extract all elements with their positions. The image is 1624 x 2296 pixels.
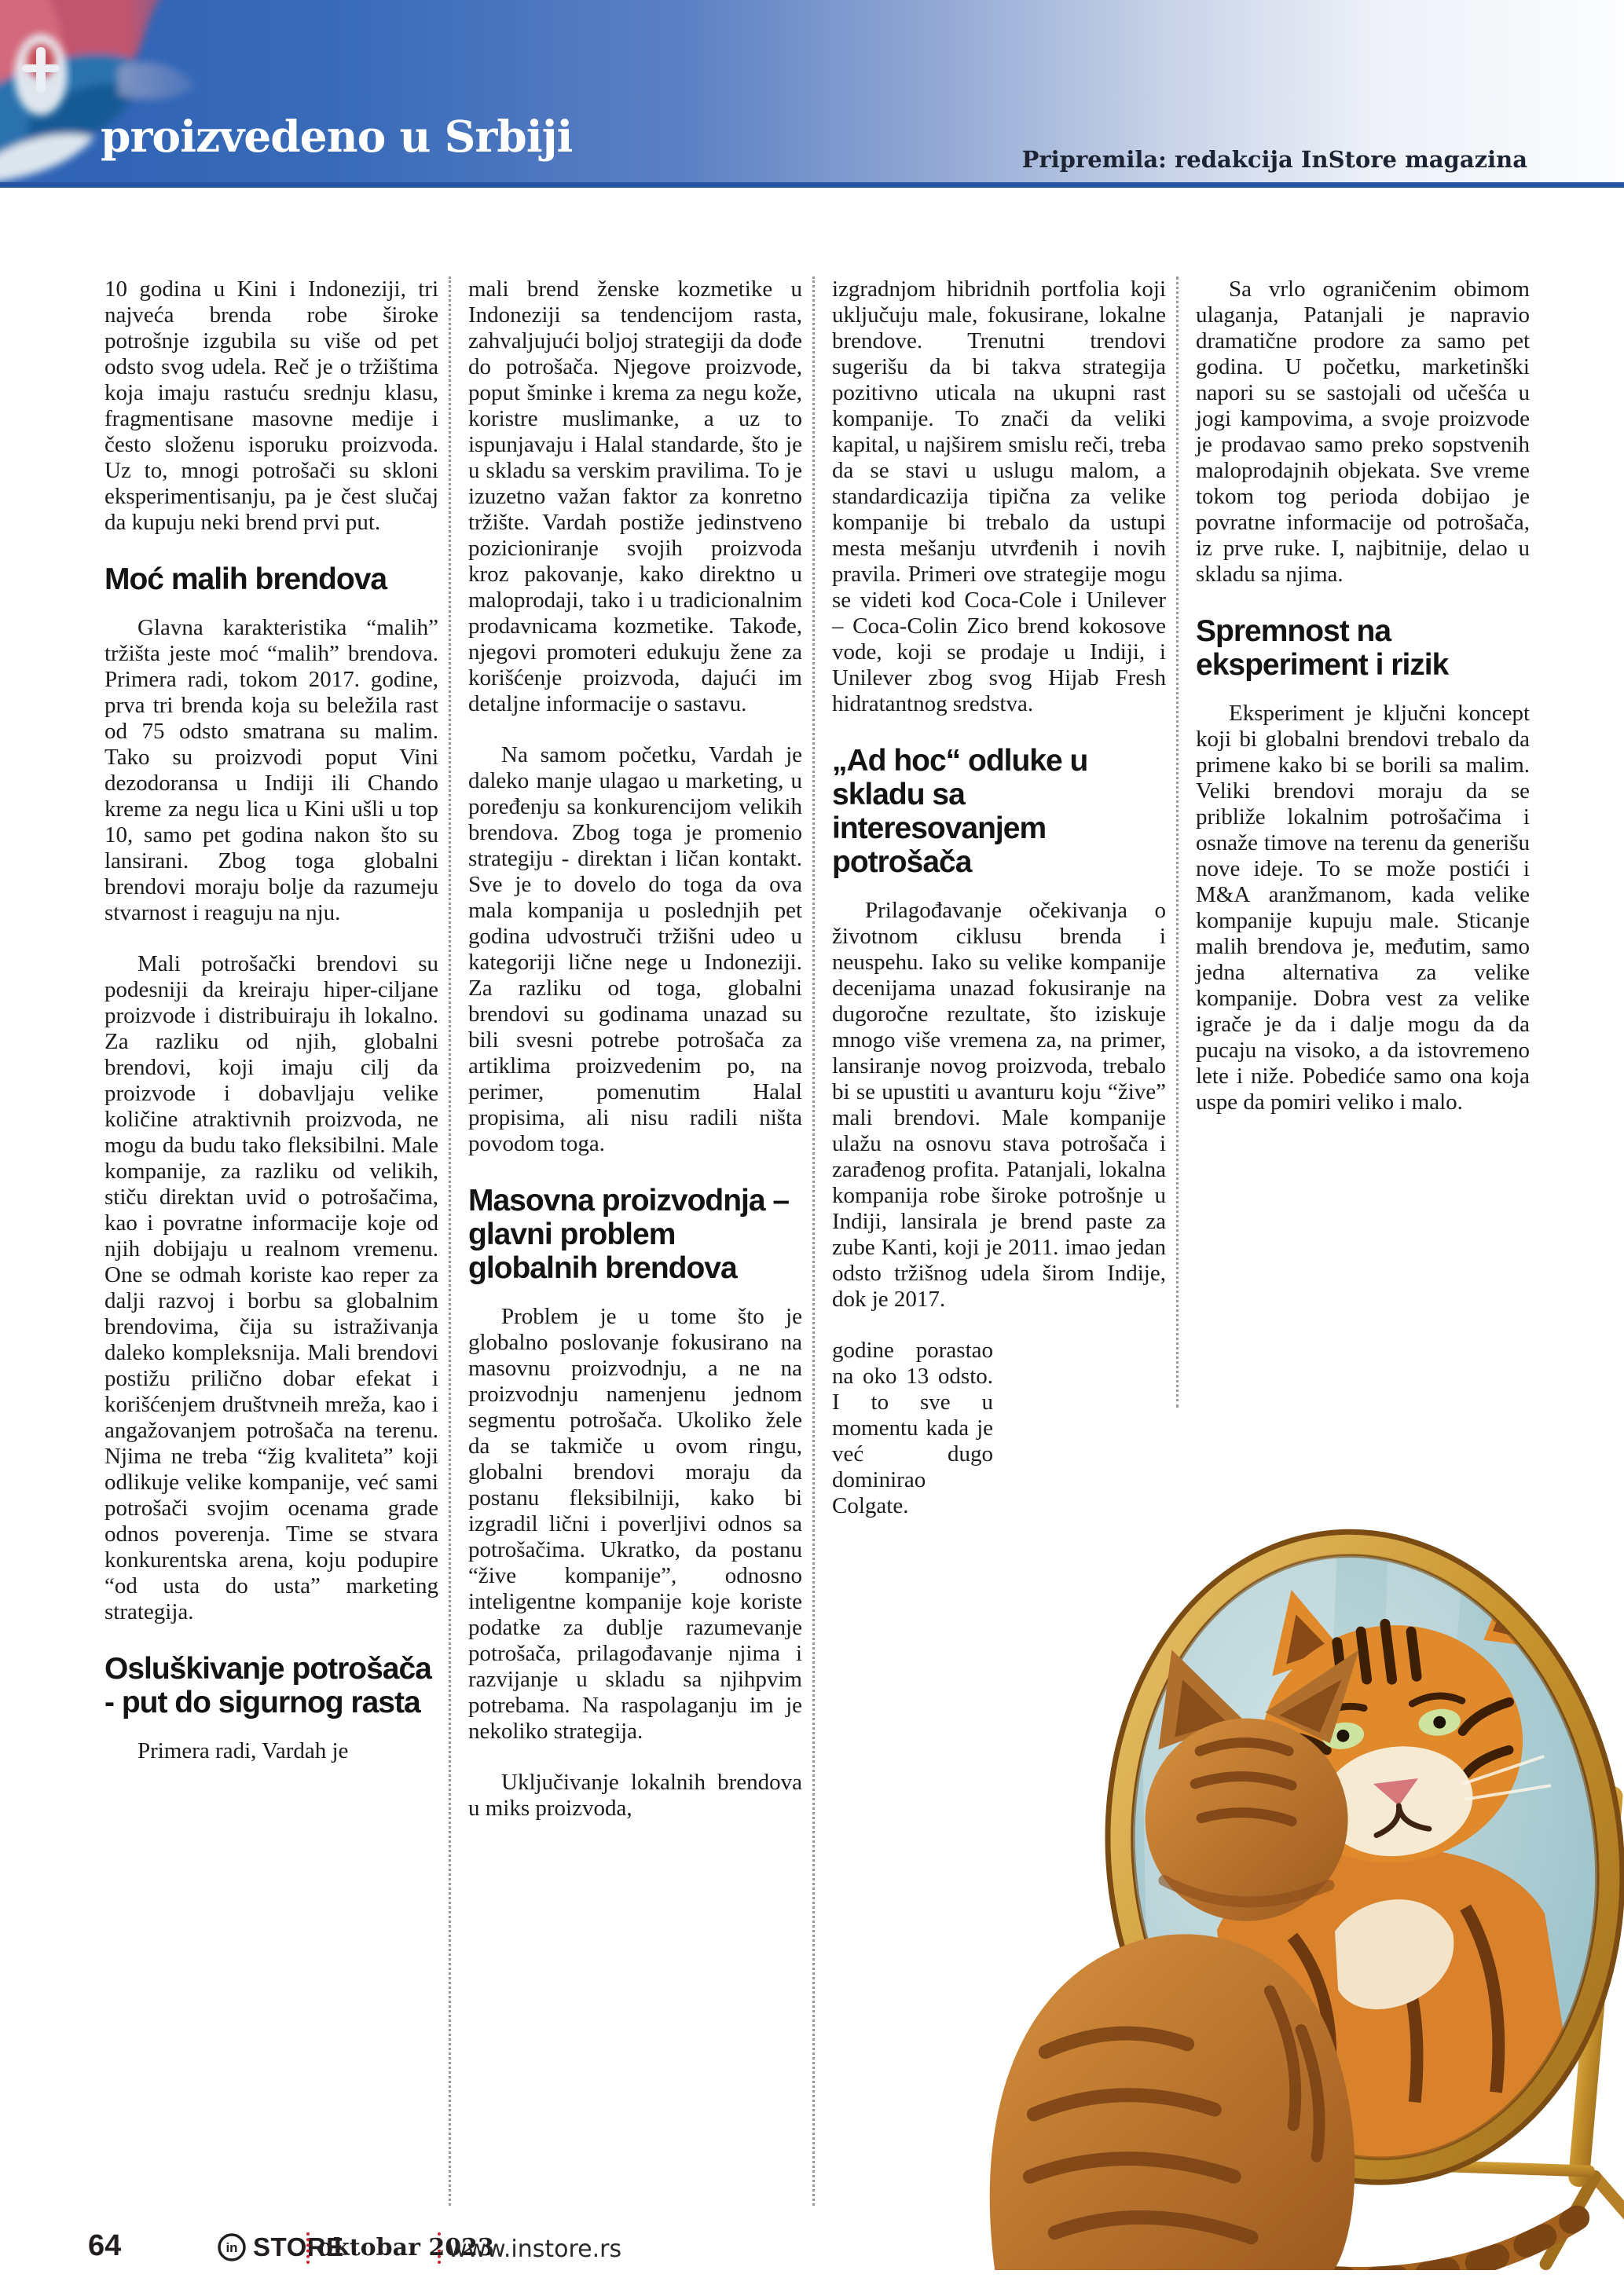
cat-tiger-mirror-illustration bbox=[888, 1491, 1624, 2270]
byline: Pripremila: redakcija InStore magazina bbox=[1021, 146, 1527, 173]
section-heading: Osluškivanje potrošača - put do sigurnog rasta bbox=[104, 1652, 431, 1719]
column-separator bbox=[449, 276, 451, 2206]
paragraph: Problem je u tome što je globalno poslovanje fokusirano na masovnu proizvodnju, a ne na proizvodnju namenjenu jednom segmentu potrošača. Ukoliko žele da se takmiče u ovom ringu, globalni brendovi moraju da postanu fleksibilniji, kako bi izgradil lični i poverljivi odnos sa potrošačima. Ukratko, da postanu “žive kompanije”, odnosno inteligentne kompanije koje koriste podatke za dublje razumevanje potrošača, prilagođavanje njima i razvijanje u skladu sa njihpvim potrebama. Na raspolaganju im je nekoliko strategija. bbox=[468, 1304, 802, 1744]
section-heading: „Ad hoc“ odluke u skladu sa interesovanjem potrošača bbox=[832, 744, 1088, 879]
paragraph: Na samom početku, Vardah je daleko manje ulagao u marketing, u poređenju sa konkurencijom velikih brendova. Zbog toga je promenio strategiju - direktan i ličan kontakt. Sve je to dovelo do toga da ova mala kompanija u poslednjih pet godina udvostruči tržišni udeo u kategoriji lične nege u Indoneziji. Za razliku od toga, globalni brendovi su godinama unazad su bili svesni potrebe potrošača za artiklima proizvedenim po, na perimer, pomenutim Halal propisima, ali nisu radili ništa povodom toga. bbox=[468, 742, 802, 1156]
header-banner bbox=[0, 0, 1624, 182]
paragraph: Prilagođavanje očekivanja o životnom ciklusu brenda i neuspehu. Iako su velike kompanije decenijama unazad fokusiranje na dugoročne rezultate, što iziskuje mnogo više vremena za, na primer, lansiranje novog proizvoda, trebalo bi se upustiti u avanturu koju “žive” mali brendovi. Male kompanije ulažu na osnovu stava potrošača i zarađenog profita. Patanjali, lokalna kompanija robe široke potrošnje u Indiji, lansirala je brend paste za zube Kanti, koji je 2011. imao jedan odsto tržišnog udela širom Indije, dok je 2017. bbox=[832, 898, 1166, 1312]
section-heading: Moć malih brendova bbox=[104, 562, 387, 596]
paragraph: mali brend ženske kozmetike u Indoneziji sa tendencijom rasta, zahvaljujući boljoj strategiji da dođe do potrošača. Njegove proizvode, poput šminke i krema za negu kože, koristre muslimanke, a uz to ispunjavaju i Halal standarde, što je u skladu sa verskim pravilima. To je izuzetno važan faktor za konretno tržište. Vardah postiže jedinstveno pozicioniranje svojih proizvoda kroz pakovanje, kako direktno u maloprodaji, tako i u tradicionalnim prodavnicama kozmetike. Takođe, njegovi promoteri edukuju žene za korišćenje proizvoda, dajući im detaljne informacije o sastavu. bbox=[468, 276, 802, 716]
website-url: www.instore.rs bbox=[448, 2236, 622, 2263]
paragraph: godine porastao na oko 13 odsto. I to sve u momentu kada je već dugo dominirao Colgate. bbox=[832, 1338, 993, 1518]
text-column-3 bbox=[832, 276, 1166, 1544]
paragraph: Eksperiment je ključni koncept koji bi globalni brendovi trebalo da primene kako bi se borili sa malim. Veliki brendovi moraju da se približe lokalnim potrošačima i osnaže timove na terenu da generišu nove ideje. To se može postići i M&A aranžmanom, kada velike kompanije kupuju male. Sticanje malih brendova je, međutim, samo jedna alternativa za velike kompanije. Dobra vest za velike igrače je da i dalje mogu da da pucaju na visoko, a da istovremeno lete i niže. Pobediće samo ona koja uspe da pomiri veliko i malo. bbox=[1196, 701, 1530, 1115]
column-separator bbox=[1176, 276, 1179, 1408]
paragraph: Mali potrošački brendovi su podesniji da kreiraju hiper-ciljane proizvode i distribuiraju ih lokalno. Za razliku od njih, globalni brendovi, koji imaju cilj da proizvode i dobavljaju velike količine atraktivnih proizvoda, ne mogu da budu tako fleksibilni. Male kompanije, za razliku od velikih, stiču direktan uvid o potrošačima, kao i povratne informacije koje od njih dobijaju u realnom vremenu. One se odmah koriste kao reper za dalji razvoj i borbu sa globalnim brendovima, čija su istraživanja daleko kompleksnija. Mali brendovi postižu prilično dobar efekat i korišćenjem društvneih mreža, kao i angažovanjem potrošača na terenu. Njima ne treba “žig kvaliteta” koji odlikuje velike kompanije, već sami potrošači svojim ocenama grade odnos poverenja. Time se stvara konkurentska arena, koju podupire “od usta do usta” marketing strategija. bbox=[104, 951, 438, 1624]
text-column-1 bbox=[104, 276, 438, 1789]
page-number: 64 bbox=[88, 2229, 122, 2262]
text-column-2 bbox=[468, 276, 802, 1847]
footer-separator bbox=[306, 2232, 310, 2264]
paragraph: 10 godina u Kini i Indoneziji, tri najveća brenda robe široke potrošnje izgubila su više od pet odsto svog udela. Reč je o tržištima koja imaju rastuću srednju klasu, fragmentisane masovne medije i često složenu isporuku proizvoda. Uz to, mnogi potrošači su skloni eksperimentisanju, pa je čest slučaj da kupuju neki brend prvi put. bbox=[104, 276, 438, 535]
page-title: proizvedeno u Srbiji bbox=[101, 111, 573, 162]
logo-text: STORE bbox=[253, 2232, 344, 2261]
paragraph: izgradnjom hibridnih portfolia koji uključuju male, fokusirane, lokalne brendove. Trenutni trendovi sugerišu da bi takva strategija pozitivno uticala na ukupni rast kompanije. To znači da veliki kapital, u najširem smislu reči, treba da se stavi u uslugu malom, a standardicazija tipična za velike kompanije bi trebalo da ustupi mesta mešanju utvrđenih i novih pravila. Primeri ove strategije mogu se videti kod Coca-Cole i Unilever – Coca-Colin Zico brend kokosove vode, koji se prodaje u Indiji, i Unilever zbog svog Hijab Fresh hidratantnog sredstva. bbox=[832, 276, 1166, 716]
instore-logo-icon bbox=[217, 2232, 247, 2262]
paragraph: Primera radi, Vardah je bbox=[137, 1738, 349, 1763]
paragraph: Uključivanje lokalnih brendova u miks proizvoda, bbox=[468, 1770, 802, 1821]
paragraph: Glavna karakteristika “malih” tržišta jeste moć “malih” brendova. Primera radi, tokom 2017. godine, prva tri brenda koja su beležila rast od 75 odsto smatrana su malim. Tako su proizvodi poput Vini dezodoransa u Indiji ili Chando kreme za negu lica u Kini ušli u top 10, samo pet godina nakon što su lansirani. Zbog toga globalni brendovi moraju bolje da razumeju stvarnost i reaguju na nju. bbox=[104, 615, 438, 925]
paragraph: Sa vrlo ograničenim obimom ulaganja, Patanjali je napravio dramatične prodore za samo pet godina. U početku, marketinški napori su se sastojali od učešća u jogi kampovima, a svoje proizvode je prodavao samo preko sopstvenih maloprodajnih objekata. Sve vreme tokom tog perioda dobijao je povratne informacije od potrošača, iz prve ruke. I, najbitnije, delao u skladu sa njima. bbox=[1196, 276, 1530, 587]
section-heading: Masovna proizvodnja – glavni problem globalnih brendova bbox=[468, 1184, 790, 1285]
section-heading: Spremnost na eksperiment i rizik bbox=[1196, 614, 1449, 682]
text-column-4 bbox=[1196, 276, 1530, 1141]
column-separator bbox=[812, 276, 815, 2206]
issue-date: oktobar 2023 bbox=[317, 2234, 494, 2261]
header-rule bbox=[0, 182, 1624, 188]
logo-mark: in bbox=[225, 2240, 238, 2255]
